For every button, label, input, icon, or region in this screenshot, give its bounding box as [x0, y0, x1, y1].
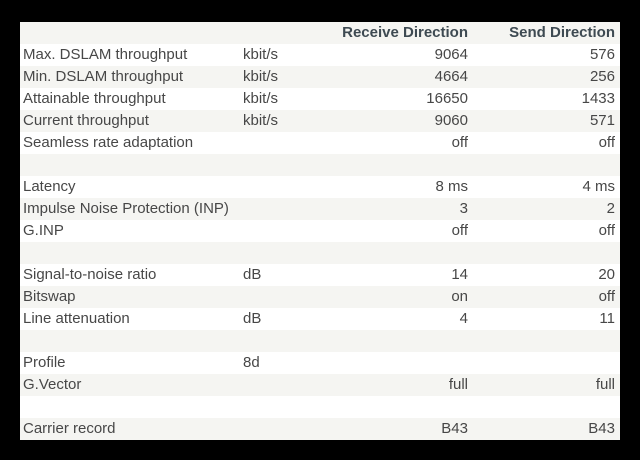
row-label: Current throughput	[23, 112, 149, 129]
row-label: Line attenuation	[23, 310, 130, 327]
row-unit: kbit/s	[243, 68, 279, 85]
send-value: 1433	[581, 90, 615, 107]
receive-value: full	[448, 376, 468, 393]
table-row	[20, 176, 620, 198]
dsl-status-table	[20, 22, 620, 440]
row-unit	[243, 374, 330, 396]
send-value	[468, 352, 615, 374]
row-unit: kbit/s	[243, 112, 279, 129]
row-unit	[243, 220, 330, 242]
send-value: full	[595, 376, 615, 393]
receive-value: 14	[451, 266, 468, 283]
row-label: G.INP	[23, 222, 64, 239]
spacer-row	[20, 330, 620, 352]
spacer-row	[20, 396, 620, 418]
column-header-receive: Receive Direction	[342, 24, 468, 41]
table-row	[20, 44, 620, 66]
table-row	[20, 110, 620, 132]
row-unit: dB	[243, 266, 262, 283]
send-value: 2	[606, 200, 615, 217]
send-value: 571	[589, 112, 615, 129]
row-label: Impulse Noise Protection (INP)	[23, 200, 229, 217]
row-label: G.Vector	[23, 376, 82, 393]
send-value: 256	[589, 68, 615, 85]
header-label-spacer	[20, 22, 243, 44]
table-row	[20, 220, 620, 242]
row-unit	[243, 418, 330, 440]
receive-value: 16650	[426, 90, 468, 107]
table-row	[20, 352, 620, 374]
row-label: Attainable throughput	[23, 90, 166, 107]
send-value: 4 ms	[582, 178, 615, 195]
receive-value: 9060	[434, 112, 468, 129]
send-value: 576	[589, 46, 615, 63]
row-unit: dB	[243, 310, 262, 327]
table-row	[20, 418, 620, 440]
spacer-row	[20, 154, 620, 176]
table-row	[20, 198, 620, 220]
send-value: off	[598, 222, 615, 239]
send-value: off	[598, 134, 615, 151]
table-row	[20, 88, 620, 110]
send-value: off	[598, 288, 615, 305]
row-unit	[243, 286, 330, 308]
row-unit	[243, 176, 330, 198]
row-label: Profile	[23, 354, 66, 371]
receive-value: off	[451, 222, 468, 239]
receive-value	[330, 352, 468, 374]
header-unit-spacer	[243, 22, 330, 44]
receive-value: 4664	[434, 68, 468, 85]
row-unit: kbit/s	[243, 90, 279, 107]
table-row	[20, 374, 620, 396]
receive-value: 8 ms	[435, 178, 468, 195]
row-unit	[243, 198, 330, 220]
table-row	[20, 264, 620, 286]
table-row	[20, 308, 620, 330]
spacer-row	[20, 242, 620, 264]
row-unit: kbit/s	[243, 46, 279, 63]
table-row	[20, 286, 620, 308]
row-label: Bitswap	[23, 288, 76, 305]
row-label: Min. DSLAM throughput	[23, 68, 184, 85]
row-label: Latency	[23, 178, 76, 195]
receive-value: 9064	[434, 46, 468, 63]
table-header-row	[20, 22, 620, 44]
row-unit: 8d	[243, 354, 260, 371]
row-label: Signal-to-noise ratio	[23, 266, 157, 283]
table-row	[20, 132, 620, 154]
row-unit	[243, 132, 330, 154]
send-value: 20	[598, 266, 615, 283]
row-label: Max. DSLAM throughput	[23, 46, 188, 63]
column-header-send: Send Direction	[509, 24, 615, 41]
receive-value: off	[451, 134, 468, 151]
dsl-table-body	[20, 44, 620, 440]
row-label: Seamless rate adaptation	[23, 134, 194, 151]
receive-value: 3	[459, 200, 468, 217]
send-value: 11	[599, 310, 615, 327]
table-row	[20, 66, 620, 88]
receive-value: 4	[459, 310, 468, 327]
send-value: B43	[588, 420, 615, 437]
receive-value: on	[451, 288, 468, 305]
row-label: Carrier record	[23, 420, 116, 437]
receive-value: B43	[441, 420, 468, 437]
